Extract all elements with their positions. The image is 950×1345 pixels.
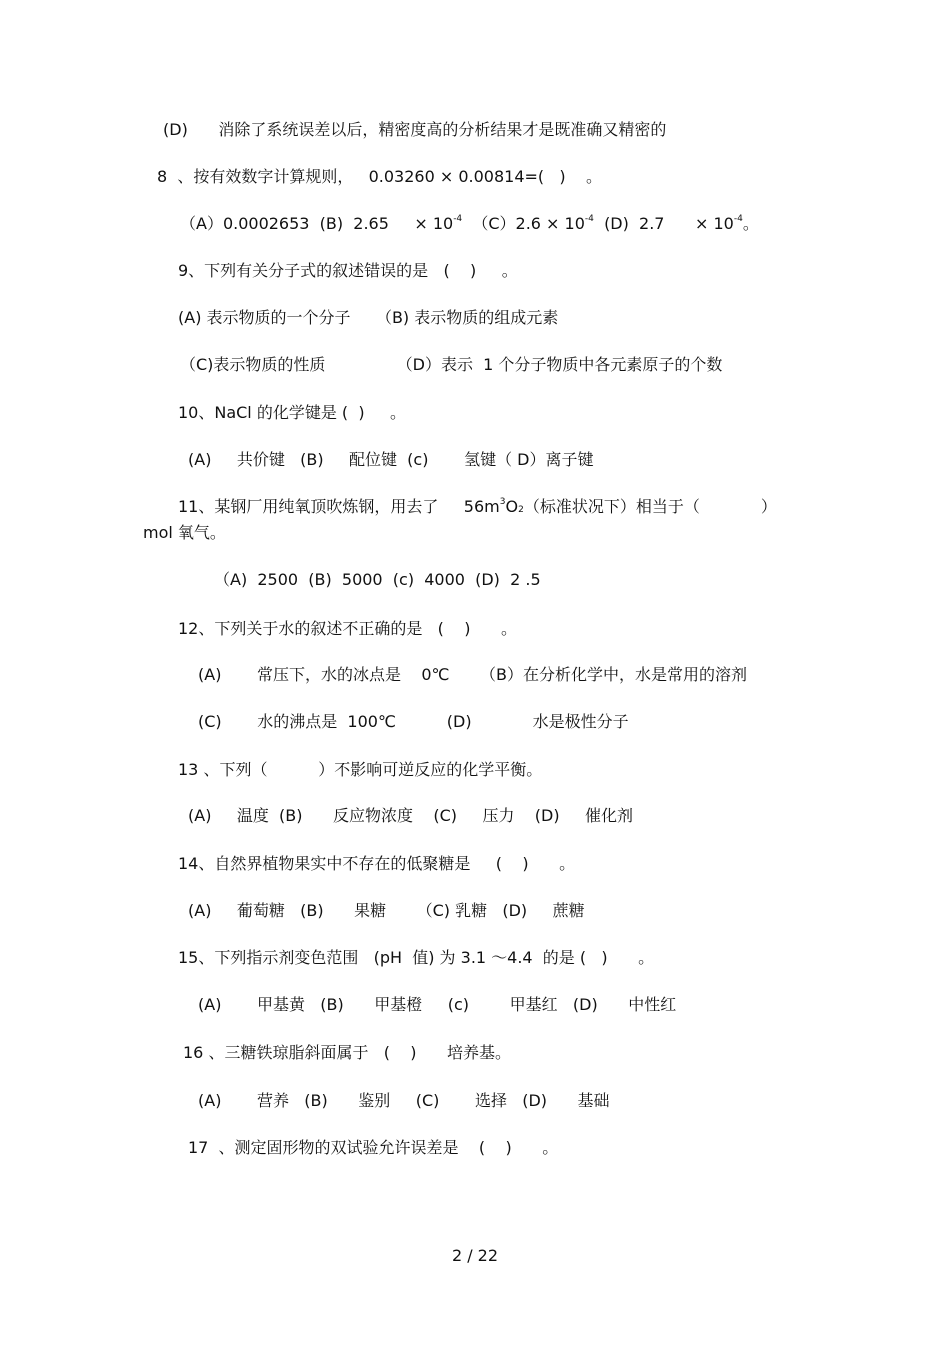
page-number: 2 / 22 xyxy=(451,1246,499,1265)
exponent: -4 xyxy=(584,213,594,224)
question-14-options: (A) 葡萄糖 (B) 果糖 （C) 乳糖 (D) 蔗糖 xyxy=(188,901,585,920)
question-12-options-ab: (A) 常压下，水的冰点是 0℃ （B）在分析化学中，水是常用的溶剂 xyxy=(198,665,748,684)
subscript: 2 xyxy=(518,505,524,515)
question-9: 9、下列有关分子式的叙述错误的是 ( ) 。 xyxy=(178,261,518,280)
question-10: 10、NaCl 的化学键是 ( ) 。 xyxy=(178,403,407,422)
question-12-options-cd: (C) 水的沸点是 100℃ (D) 水是极性分子 xyxy=(198,712,629,731)
question-11-options: （A) 2500 (B) 5000 (c) 4000 (D) 2 .5 xyxy=(214,570,541,589)
question-15: 15、下列指示剂变色范围 (pH 值) 为 3.1 ～4.4 的是 ( ) 。 xyxy=(178,948,655,967)
exponent: -4 xyxy=(733,213,743,224)
question-11 xyxy=(178,497,777,520)
q11-formula: O xyxy=(505,497,519,516)
q8-option-c: （C）2.6 × 10 xyxy=(462,214,585,233)
question-8-options xyxy=(180,214,759,234)
q8-option-d: (D) 2.7 × 10 xyxy=(593,214,734,233)
q8-end: 。 xyxy=(742,214,759,233)
question-16-options: (A) 营养 (B) 鉴别 (C) 选择 (D) 基础 xyxy=(198,1091,610,1110)
q11-text: 11、某钢厂用纯氧顶吹炼钢，用去了 56m xyxy=(178,497,500,516)
question-12: 12、下列关于水的叙述不正确的是 ( ) 。 xyxy=(178,619,517,638)
question-7-option-d: (D) 消除了系统误差以后，精密度高的分析结果才是既准确又精密的 xyxy=(163,120,667,139)
question-14: 14、自然界植物果实中不存在的低聚糖是 ( ) 。 xyxy=(178,854,576,873)
q11-text-end: （标准状况下）相当于（ ） xyxy=(523,497,777,516)
exponent: -4 xyxy=(453,213,463,224)
question-9-options-cd: （C)表示物质的性质 （D）表示 1 个分子物质中各元素原子的个数 xyxy=(180,355,723,374)
question-17: 17 、测定固形物的双试验允许误差是 ( ) 。 xyxy=(188,1138,559,1157)
question-13: 13 、下列（ ）不影响可逆反应的化学平衡。 xyxy=(178,760,543,779)
question-16: 16 、三糖铁琼脂斜面属于 ( ) 培养基。 xyxy=(183,1043,512,1062)
question-13-options: (A) 温度 (B) 反应物浓度 (C) 压力 (D) 催化剂 xyxy=(188,806,634,825)
question-10-options: (A) 共价键 (B) 配位键 (c) 氢键（ D）离子键 xyxy=(188,450,594,469)
question-11-continuation: mol 氧气。 xyxy=(143,523,226,542)
question-15-options: (A) 甲基黄 (B) 甲基橙 (c) 甲基红 (D) 中性红 xyxy=(198,995,677,1014)
question-8: 8 、按有效数字计算规则， 0.03260 × 0.00814=( ) 。 xyxy=(157,167,603,186)
question-9-options-ab: (A) 表示物质的一个分子 （B) 表示物质的组成元素 xyxy=(178,308,559,327)
superscript: 3 xyxy=(499,496,506,507)
q8-option-a-b: （A）0.0002653 (B) 2.65 × 10 xyxy=(180,214,454,233)
